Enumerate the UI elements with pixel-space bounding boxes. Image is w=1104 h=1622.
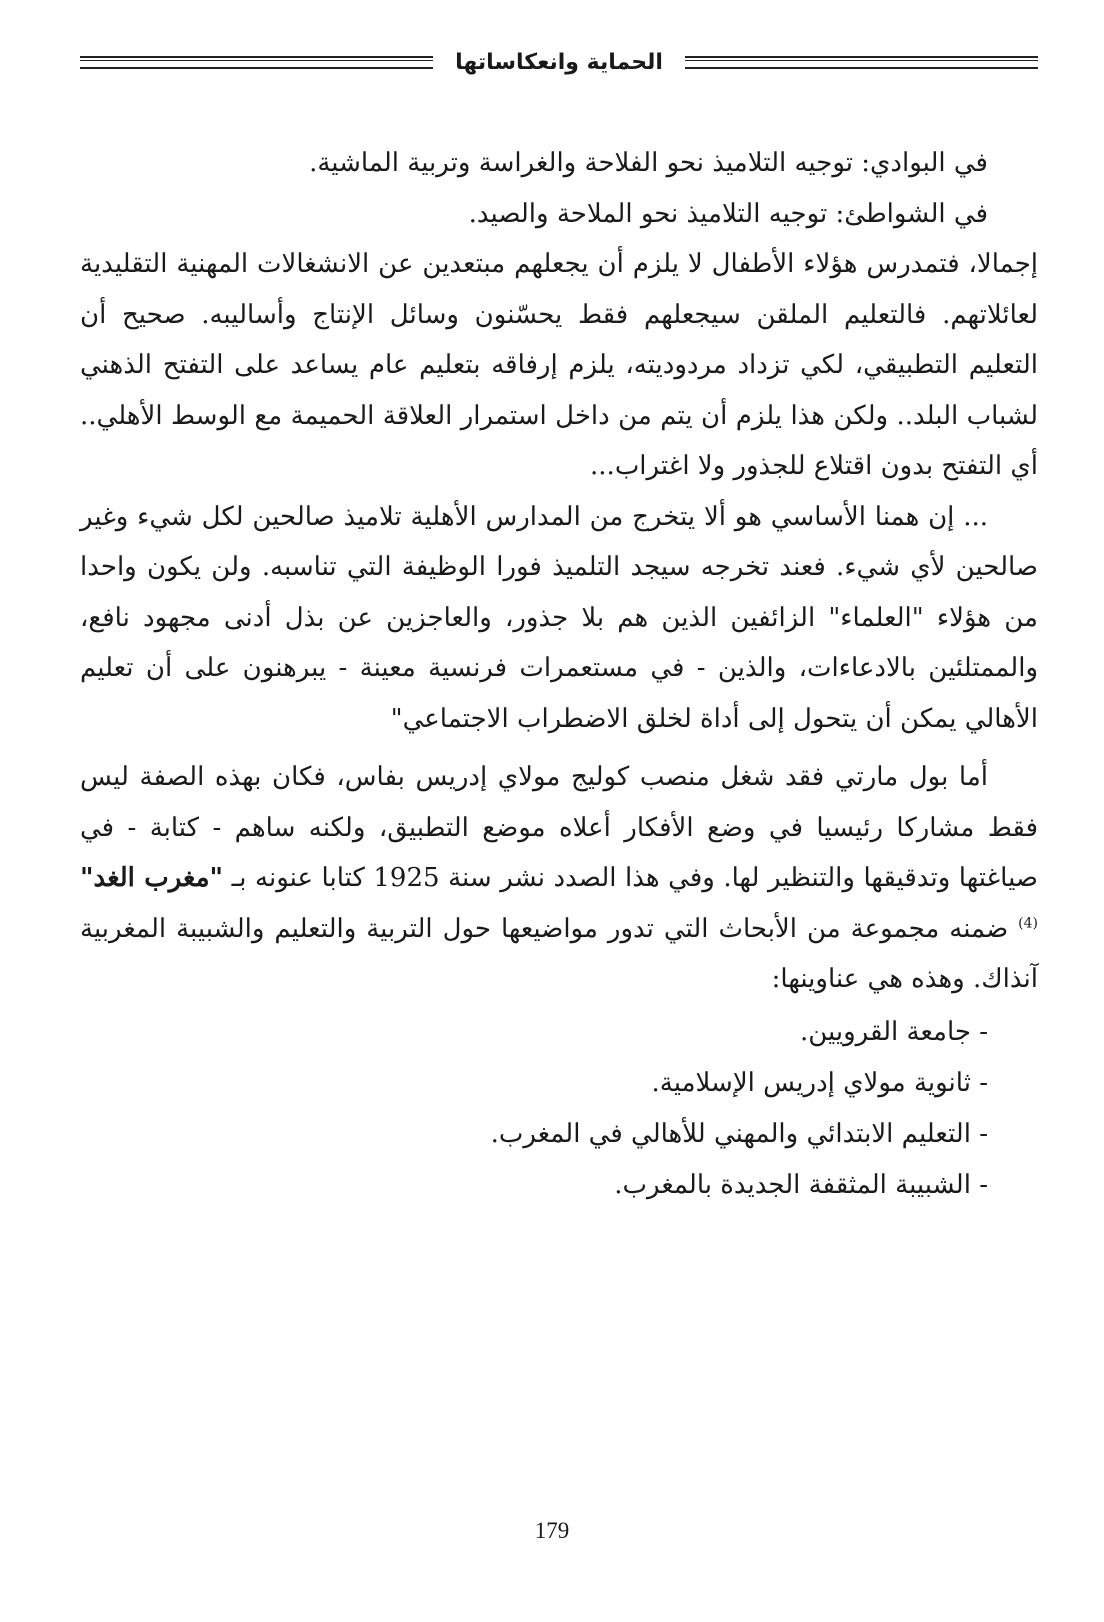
paragraph-text: أما بول مارتي فقد شغل منصب كوليج مولاي إدريس بفاس، فكان بهذه الصفة ليس فقط مشاركا رئيسيا في وضع الأفكار أعلاه موضع التطبيق، ولكنه ساهم - كتابة - في صياغتها وتدقيقها والتنظير لها. وفي هذا الصدد نشر سنة 1925 كتابا عنونه بـ [80,762,1038,893]
paragraph-coasts: في الشواطئ: توجيه التلاميذ نحو الملاحة والصيد. [468,198,988,229]
list-item: - ثانوية مولاي إدريس الإسلامية. [651,1067,988,1098]
titles-list [80,1007,1038,1211]
list-item: - الشبيبة المثقفة الجديدة بالمغرب. [614,1169,988,1200]
paragraph-countryside: في البوادي: توجيه التلاميذ نحو الفلاحة والغراسة وتربية الماشية. [309,148,988,178]
page-number: 179 [534,1518,570,1543]
list-item: - التعليم الابتدائي والمهني للأهالي في المغرب. [490,1118,988,1149]
paragraph-overall: إجمالا، فتمدرس هؤلاء الأطفال لا يلزم أن يجعلهم مبتعدين عن الانشغالات المهنية التقليدية لعائلاتهم. فالتعليم الملقن سيجعلهم فقط يحسّنون وسائل الإنتاج وأساليبه. صحيح أن التعليم التطبيقي، لكي تزداد مردوديته، يلزم إرفاقه بتعليم عام يساعد على التفتح الذهني لشباب البلد.. ولكن هذا يلزم أن يتم من داخل استمرار العلاقة الحميمة مع الوسط الأهلي.. أي التفتح بدون اقتلاع للجذور ولا اغتراب... [80,249,1038,481]
paragraph-text: ضمنه مجموعة من الأبحاث التي تدور مواضيعها حول التربية والتعليم والشبيبة المغربية آنذاك. وهذه هي عناوينها: [80,913,1038,994]
footnote-ref: (4) [1018,914,1038,931]
paragraph-paul-marty [80,752,1038,1005]
running-header [80,42,1038,82]
body-text [80,138,1038,1211]
header-rule-left [80,56,433,69]
header-rule-right [685,56,1038,69]
list-item: - جامعة القرويين. [799,1016,988,1047]
book-title: "مغرب الغد" [80,863,224,893]
running-header-title: الحماية وانعكاساتها [455,49,663,75]
paragraph-quotation: ... إن همنا الأساسي هو ألا يتخرج من المدارس الأهلية تلاميذ صالحين لكل شيء وغير صالحين لأي شيء. فعند تخرجه سيجد التلميذ فورا الوظيفة التي تناسبه. ولن يكون واحدا من هؤلاء "العلماء" الزائفين الذين هم بلا جذور، والعاجزين عن بذل أدنى مجهود نافع، والممتلئين بالادعاءات، والذين - في مستعمرات فرنسية معينة - يبرهنون على أن تعليم الأهالي يمكن أن يتحول إلى أداة لخلق الاضطراب الاجتماعي" [80,501,1038,734]
